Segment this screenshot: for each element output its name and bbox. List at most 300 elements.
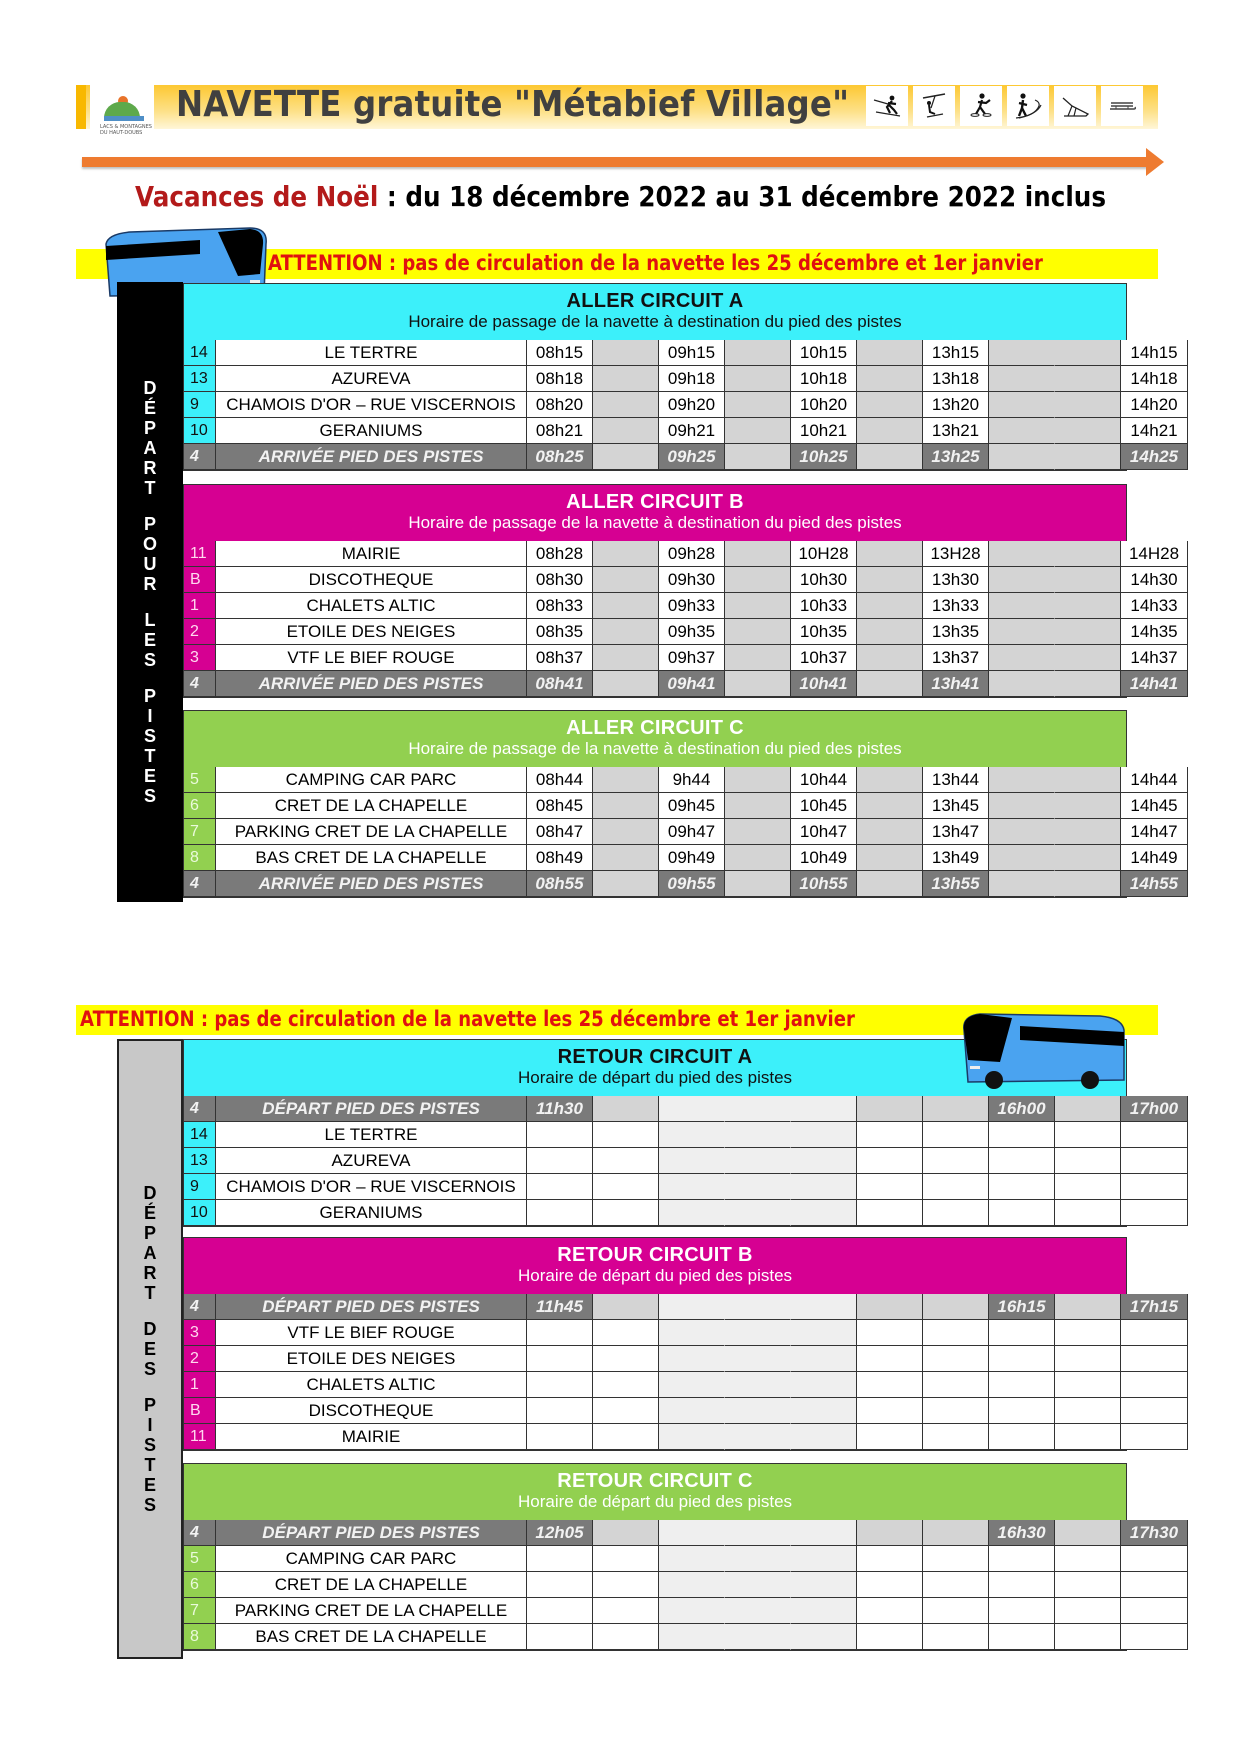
stop-name: CHAMOIS D'OR – RUE VISCERNOIS xyxy=(216,1174,527,1200)
empty-gap-cell xyxy=(923,1520,989,1546)
empty-gap-cell xyxy=(989,819,1055,845)
departure-time: 13h18 xyxy=(923,366,989,392)
empty-time-cell xyxy=(1121,1424,1188,1450)
departure-time: 09h45 xyxy=(659,793,725,819)
empty-gap-cell xyxy=(857,619,923,645)
stop-name: CRET DE LA CHAPELLE xyxy=(216,793,527,819)
empty-gap-cell xyxy=(989,541,1055,567)
departure-time: 08h44 xyxy=(527,767,593,793)
empty-gap-cell xyxy=(593,793,659,819)
departure-time: 13h30 xyxy=(923,567,989,593)
circuit-subtitle: Horaire de passage de la navette à destination du pied des pistes xyxy=(408,312,902,331)
empty-gap-cell xyxy=(857,1096,923,1122)
empty-gap-cell xyxy=(1055,845,1121,871)
unused-cell xyxy=(791,1122,857,1148)
empty-time-cell xyxy=(857,1346,923,1372)
circuit-title: RETOUR CIRCUIT B xyxy=(557,1244,753,1266)
departure-time: 13h33 xyxy=(923,593,989,619)
empty-gap-cell xyxy=(725,793,791,819)
departure-time: 10h18 xyxy=(791,366,857,392)
stop-number: 8 xyxy=(184,1624,216,1650)
circuit-header xyxy=(184,711,1126,767)
stop-name: LE TERTRE xyxy=(216,340,527,366)
stop-name: BAS CRET DE LA CHAPELLE xyxy=(216,1624,527,1650)
departure-time: 09h37 xyxy=(659,645,725,671)
circuit-header xyxy=(184,284,1126,340)
departure-time: 14h49 xyxy=(1121,845,1188,871)
empty-time-cell xyxy=(1055,1424,1121,1450)
side-label-letter: S xyxy=(143,786,156,806)
empty-time-cell xyxy=(527,1372,593,1398)
empty-time-cell xyxy=(857,1398,923,1424)
departure-time: 09h47 xyxy=(659,819,725,845)
departure-time: 10H28 xyxy=(791,541,857,567)
stop-number: 11 xyxy=(184,541,216,567)
departure-time: 10h41 xyxy=(791,671,857,697)
empty-gap-cell xyxy=(593,645,659,671)
timetable-grid xyxy=(184,541,1180,697)
empty-time-cell xyxy=(989,1572,1055,1598)
empty-time-cell xyxy=(527,1398,593,1424)
empty-gap-cell xyxy=(725,541,791,567)
arrow-head-icon xyxy=(1146,148,1164,176)
departure-time: 09h49 xyxy=(659,845,725,871)
empty-gap-cell xyxy=(593,418,659,444)
empty-gap-cell xyxy=(857,444,923,470)
empty-time-cell xyxy=(593,1122,659,1148)
departure-time: 10h44 xyxy=(791,767,857,793)
stop-name: MAIRIE xyxy=(216,541,527,567)
empty-time-cell xyxy=(923,1572,989,1598)
side-label-letter: P xyxy=(143,686,156,706)
unused-cell xyxy=(725,1294,791,1320)
unused-cell xyxy=(791,1572,857,1598)
side-label-letter: R xyxy=(143,1263,157,1283)
empty-time-cell xyxy=(593,1624,659,1650)
side-label-letter: A xyxy=(143,1243,157,1263)
empty-time-cell xyxy=(989,1200,1055,1226)
logo-text: LACS & MONTAGNES DU HAUT-DOUBS xyxy=(100,124,152,136)
stop-number: 8 xyxy=(184,845,216,871)
departure-time: 09h18 xyxy=(659,366,725,392)
empty-gap-cell xyxy=(1055,645,1121,671)
empty-time-cell xyxy=(923,1122,989,1148)
unused-cell xyxy=(659,1174,725,1200)
departure-time: 10h21 xyxy=(791,418,857,444)
departure-time: 10h33 xyxy=(791,593,857,619)
empty-gap-cell xyxy=(725,593,791,619)
side-label-letter: E xyxy=(143,1339,156,1359)
side-label-letter: É xyxy=(143,398,156,418)
empty-time-cell xyxy=(857,1546,923,1572)
circuit-title: ALLER CIRCUIT C xyxy=(566,717,744,739)
stop-number: 2 xyxy=(184,1346,216,1372)
unused-cell xyxy=(659,1546,725,1572)
stop-name: DÉPART PIED DES PISTES xyxy=(216,1520,527,1546)
empty-time-cell xyxy=(989,1122,1055,1148)
empty-gap-cell xyxy=(1055,567,1121,593)
stop-name: PARKING CRET DE LA CHAPELLE xyxy=(216,819,527,845)
stop-number: 14 xyxy=(184,1122,216,1148)
departure-time: 10h20 xyxy=(791,392,857,418)
empty-gap-cell xyxy=(857,567,923,593)
stop-name: ARRIVÉE PIED DES PISTES xyxy=(216,671,527,697)
empty-time-cell xyxy=(527,1424,593,1450)
unused-cell xyxy=(659,1122,725,1148)
side-label-letter: D xyxy=(143,378,157,398)
hiking-trail-icon xyxy=(1007,86,1049,126)
empty-gap-cell xyxy=(593,619,659,645)
departure-time: 13h55 xyxy=(923,871,989,897)
empty-time-cell xyxy=(1121,1346,1188,1372)
side-label-letter: S xyxy=(143,1495,156,1515)
departure-time: 09h55 xyxy=(659,871,725,897)
departure-time: 09h35 xyxy=(659,619,725,645)
unused-cell xyxy=(725,1148,791,1174)
stop-name: GERANIUMS xyxy=(216,418,527,444)
empty-gap-cell xyxy=(593,871,659,897)
stop-name: ARRIVÉE PIED DES PISTES xyxy=(216,871,527,897)
stop-number: 11 xyxy=(184,1424,216,1450)
empty-gap-cell xyxy=(593,366,659,392)
empty-gap-cell xyxy=(989,418,1055,444)
unused-cell xyxy=(725,1424,791,1450)
departure-time: 10h49 xyxy=(791,845,857,871)
unused-cell xyxy=(725,1624,791,1650)
empty-gap-cell xyxy=(593,340,659,366)
stop-number: 2 xyxy=(184,619,216,645)
departure-time: 09h41 xyxy=(659,671,725,697)
departure-time: 17h30 xyxy=(1121,1520,1188,1546)
empty-time-cell xyxy=(857,1200,923,1226)
departure-time: 13h49 xyxy=(923,845,989,871)
stop-name: CAMPING CAR PARC xyxy=(216,767,527,793)
unused-cell xyxy=(791,1398,857,1424)
empty-gap-cell xyxy=(989,340,1055,366)
empty-time-cell xyxy=(527,1174,593,1200)
departure-time: 14h45 xyxy=(1121,793,1188,819)
unused-cell xyxy=(659,1320,725,1346)
departure-time: 12h05 xyxy=(527,1520,593,1546)
departure-time: 11h30 xyxy=(527,1096,593,1122)
circuit-title: RETOUR CIRCUIT A xyxy=(557,1046,753,1068)
empty-gap-cell xyxy=(593,1096,659,1122)
unused-cell xyxy=(791,1624,857,1650)
departure-time: 16h00 xyxy=(989,1096,1055,1122)
timetable-grid xyxy=(184,1096,1179,1226)
empty-gap-cell xyxy=(857,1520,923,1546)
side-label-letter: P xyxy=(143,514,156,534)
empty-time-cell xyxy=(989,1174,1055,1200)
empty-gap-cell xyxy=(593,392,659,418)
departure-time: 08h33 xyxy=(527,593,593,619)
empty-time-cell xyxy=(593,1346,659,1372)
side-label-letter: T xyxy=(144,1455,156,1475)
sledge-icon xyxy=(1101,86,1143,126)
empty-gap-cell xyxy=(1055,671,1121,697)
empty-time-cell xyxy=(527,1320,593,1346)
bus-icon xyxy=(960,1010,1130,1096)
empty-gap-cell xyxy=(989,871,1055,897)
empty-gap-cell xyxy=(593,845,659,871)
empty-time-cell xyxy=(527,1572,593,1598)
circuit-subtitle: Horaire de départ du pied des pistes xyxy=(517,1068,793,1087)
empty-gap-cell xyxy=(1055,793,1121,819)
stop-number: 14 xyxy=(184,340,216,366)
empty-time-cell xyxy=(1121,1174,1188,1200)
empty-gap-cell xyxy=(593,1294,659,1320)
departure-time: 10h37 xyxy=(791,645,857,671)
departure-time: 08h25 xyxy=(527,444,593,470)
departure-time: 14h18 xyxy=(1121,366,1188,392)
empty-time-cell xyxy=(857,1122,923,1148)
circuit-header xyxy=(184,1464,1126,1520)
empty-gap-cell xyxy=(857,845,923,871)
empty-gap-cell xyxy=(1055,392,1121,418)
departure-time: 08h45 xyxy=(527,793,593,819)
empty-time-cell xyxy=(593,1200,659,1226)
empty-gap-cell xyxy=(593,819,659,845)
departure-time: 14h35 xyxy=(1121,619,1188,645)
departure-time: 09h33 xyxy=(659,593,725,619)
empty-gap-cell xyxy=(725,366,791,392)
snowshoe-icon xyxy=(960,86,1002,126)
empty-time-cell xyxy=(1055,1372,1121,1398)
unused-cell xyxy=(791,1200,857,1226)
unused-cell xyxy=(725,1398,791,1424)
stop-number: 7 xyxy=(184,1598,216,1624)
empty-time-cell xyxy=(989,1346,1055,1372)
side-label-letter: S xyxy=(143,1435,156,1455)
empty-gap-cell xyxy=(725,418,791,444)
empty-gap-cell xyxy=(857,1294,923,1320)
side-label-letter: R xyxy=(143,574,157,594)
timetable-grid xyxy=(184,767,1179,897)
stop-name: AZUREVA xyxy=(216,366,527,392)
unused-cell xyxy=(725,1346,791,1372)
empty-gap-cell xyxy=(857,541,923,567)
unused-cell xyxy=(791,1598,857,1624)
side-label-letter: I xyxy=(147,1415,153,1435)
empty-gap-cell xyxy=(593,593,659,619)
ski-lift-icon xyxy=(913,86,955,126)
empty-gap-cell xyxy=(857,593,923,619)
empty-gap-cell xyxy=(1055,593,1121,619)
stop-name: BAS CRET DE LA CHAPELLE xyxy=(216,845,527,871)
stop-number: 5 xyxy=(184,1546,216,1572)
empty-gap-cell xyxy=(989,444,1055,470)
empty-gap-cell xyxy=(989,392,1055,418)
empty-gap-cell xyxy=(1055,340,1121,366)
stop-name: DISCOTHEQUE xyxy=(216,567,527,593)
timetable-grid xyxy=(184,1294,1179,1450)
departure-time: 10h35 xyxy=(791,619,857,645)
departure-time: 13h47 xyxy=(923,819,989,845)
departure-time: 14h37 xyxy=(1121,645,1188,671)
side-label-letter: S xyxy=(143,1359,156,1379)
empty-time-cell xyxy=(1055,1346,1121,1372)
empty-gap-cell xyxy=(593,1520,659,1546)
empty-gap-cell xyxy=(857,392,923,418)
side-label-letter: U xyxy=(143,554,157,574)
empty-gap-cell xyxy=(1055,871,1121,897)
empty-gap-cell xyxy=(593,767,659,793)
departure-time: 09h20 xyxy=(659,392,725,418)
page-title: NAVETTE gratuite "Métabief Village" xyxy=(176,84,850,125)
empty-time-cell xyxy=(593,1424,659,1450)
aller-circuit-a xyxy=(183,283,1179,471)
stop-number: B xyxy=(184,1398,216,1424)
stop-name: VTF LE BIEF ROUGE xyxy=(216,1320,527,1346)
circuit-subtitle: Horaire de passage de la navette à destination du pied des pistes xyxy=(408,739,902,758)
dog-sled-icon xyxy=(1054,86,1096,126)
unused-cell xyxy=(791,1320,857,1346)
empty-time-cell xyxy=(857,1174,923,1200)
retour-circuit-c xyxy=(183,1463,1179,1651)
cross-country-ski-icon xyxy=(866,86,908,126)
departure-time: 14h20 xyxy=(1121,392,1188,418)
unused-cell xyxy=(725,1572,791,1598)
departure-time: 17h15 xyxy=(1121,1294,1188,1320)
departure-time: 13H28 xyxy=(923,541,989,567)
empty-gap-cell xyxy=(593,567,659,593)
stop-name: LE TERTRE xyxy=(216,1122,527,1148)
departure-time: 14h25 xyxy=(1121,444,1188,470)
empty-time-cell xyxy=(1121,1598,1188,1624)
empty-gap-cell xyxy=(1055,366,1121,392)
stop-name: VTF LE BIEF ROUGE xyxy=(216,645,527,671)
empty-time-cell xyxy=(1055,1122,1121,1148)
unused-cell xyxy=(791,1424,857,1450)
departure-time: 09h15 xyxy=(659,340,725,366)
unused-cell xyxy=(791,1372,857,1398)
empty-gap-cell xyxy=(725,340,791,366)
stop-number: 5 xyxy=(184,767,216,793)
empty-time-cell xyxy=(923,1372,989,1398)
empty-gap-cell xyxy=(1055,541,1121,567)
empty-time-cell xyxy=(527,1624,593,1650)
empty-gap-cell xyxy=(593,541,659,567)
empty-time-cell xyxy=(1121,1372,1188,1398)
side-label-letter: P xyxy=(143,1223,156,1243)
retour-circuit-b xyxy=(183,1237,1179,1451)
empty-time-cell xyxy=(1055,1624,1121,1650)
stop-number: 1 xyxy=(184,593,216,619)
empty-time-cell xyxy=(1121,1320,1188,1346)
empty-time-cell xyxy=(593,1148,659,1174)
departure-time: 9h44 xyxy=(659,767,725,793)
empty-gap-cell xyxy=(725,392,791,418)
unused-cell xyxy=(659,1624,725,1650)
departure-time: 08h18 xyxy=(527,366,593,392)
side-label-letter: T xyxy=(144,1283,156,1303)
stop-number: 4 xyxy=(184,1520,216,1546)
empty-time-cell xyxy=(593,1572,659,1598)
stop-name: CHAMOIS D'OR – RUE VISCERNOIS xyxy=(216,392,527,418)
departure-time: 10h15 xyxy=(791,340,857,366)
departure-time: 13h20 xyxy=(923,392,989,418)
empty-time-cell xyxy=(1055,1200,1121,1226)
empty-gap-cell xyxy=(1055,444,1121,470)
departure-time: 13h35 xyxy=(923,619,989,645)
activity-icon-strip xyxy=(866,86,1143,126)
empty-gap-cell xyxy=(857,645,923,671)
orange-arrow-divider xyxy=(82,157,1148,167)
unused-cell xyxy=(725,1546,791,1572)
stop-number: 9 xyxy=(184,1174,216,1200)
empty-gap-cell xyxy=(725,871,791,897)
circuit-subtitle: Horaire de départ du pied des pistes xyxy=(517,1492,793,1511)
stop-name: GERANIUMS xyxy=(216,1200,527,1226)
departure-time: 10h47 xyxy=(791,819,857,845)
empty-gap-cell xyxy=(725,444,791,470)
departure-time: 08h35 xyxy=(527,619,593,645)
departure-time: 08h21 xyxy=(527,418,593,444)
departure-time: 08h30 xyxy=(527,567,593,593)
circuit-title: RETOUR CIRCUIT C xyxy=(557,1470,753,1492)
empty-time-cell xyxy=(989,1372,1055,1398)
empty-time-cell xyxy=(923,1424,989,1450)
unused-cell xyxy=(659,1424,725,1450)
empty-time-cell xyxy=(1055,1572,1121,1598)
empty-gap-cell xyxy=(857,819,923,845)
departure-time: 08h15 xyxy=(527,340,593,366)
aller-circuit-b xyxy=(183,484,1180,698)
side-label-letter: E xyxy=(143,766,156,786)
empty-gap-cell xyxy=(857,871,923,897)
empty-time-cell xyxy=(923,1174,989,1200)
unused-cell xyxy=(659,1346,725,1372)
side-label-depart-pour-les-pistes xyxy=(117,282,183,902)
empty-gap-cell xyxy=(725,619,791,645)
empty-gap-cell xyxy=(1055,1294,1121,1320)
empty-time-cell xyxy=(1055,1598,1121,1624)
circuit-title: ALLER CIRCUIT B xyxy=(566,491,744,513)
empty-time-cell xyxy=(593,1174,659,1200)
circuit-header xyxy=(184,1238,1126,1294)
empty-time-cell xyxy=(857,1572,923,1598)
departure-time: 10h30 xyxy=(791,567,857,593)
unused-cell xyxy=(725,1598,791,1624)
departure-time: 10h55 xyxy=(791,871,857,897)
empty-time-cell xyxy=(989,1398,1055,1424)
empty-time-cell xyxy=(527,1546,593,1572)
empty-gap-cell xyxy=(593,444,659,470)
side-label-letter: S xyxy=(143,726,156,746)
unused-cell xyxy=(725,1096,791,1122)
attention-text: ATTENTION : pas de circulation de la navette les 25 décembre et 1er janvier xyxy=(268,251,1043,275)
side-label-letter: D xyxy=(143,1319,157,1339)
empty-gap-cell xyxy=(1055,619,1121,645)
departure-time: 08h20 xyxy=(527,392,593,418)
departure-time: 13h45 xyxy=(923,793,989,819)
period-dates: : du 18 décembre 2022 au 31 décembre 2022 inclus xyxy=(378,180,1106,213)
unused-cell xyxy=(659,1572,725,1598)
departure-time: 09h28 xyxy=(659,541,725,567)
empty-gap-cell xyxy=(923,1096,989,1122)
unused-cell xyxy=(791,1294,857,1320)
empty-gap-cell xyxy=(989,619,1055,645)
header-accent xyxy=(76,85,86,129)
unused-cell xyxy=(725,1174,791,1200)
circuit-header xyxy=(184,485,1126,541)
empty-gap-cell xyxy=(857,767,923,793)
stop-name: DÉPART PIED DES PISTES xyxy=(216,1096,527,1122)
empty-gap-cell xyxy=(1055,767,1121,793)
circuit-subtitle: Horaire de départ du pied des pistes xyxy=(517,1266,793,1285)
stop-number: 13 xyxy=(184,366,216,392)
empty-time-cell xyxy=(989,1546,1055,1572)
